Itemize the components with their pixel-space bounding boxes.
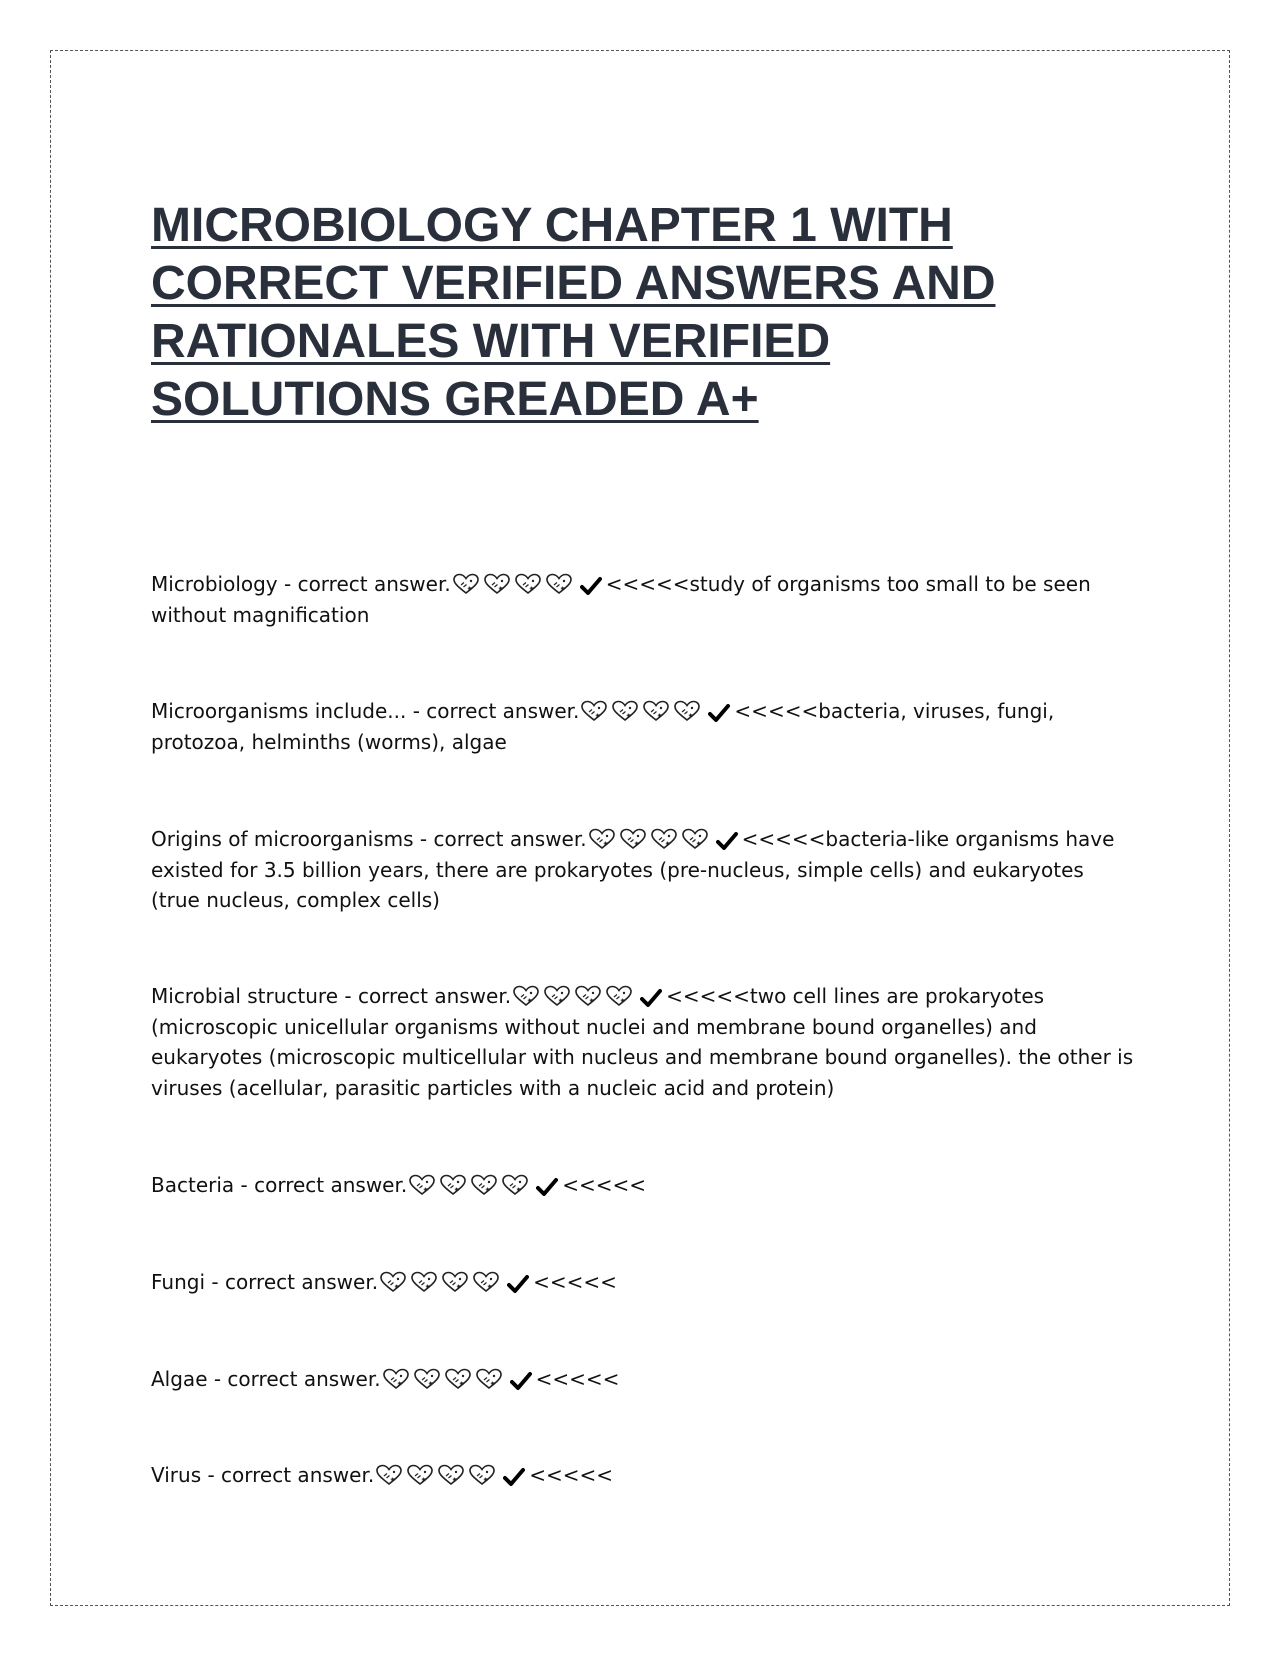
check-icon (536, 1175, 558, 1195)
check-icon (580, 574, 602, 594)
qa-item (151, 824, 1136, 916)
heart-icon (406, 1464, 434, 1486)
qa-answer: <<<<<bacteria, viruses, fungi, protozoa, helminths (worms), algae (151, 699, 1055, 754)
title-line: RATIONALES WITH VERIFIED (151, 315, 831, 368)
heart-icon (501, 1174, 529, 1196)
answer-marker (382, 1368, 532, 1390)
heart-icon (475, 1368, 503, 1390)
heart-icon (588, 828, 616, 850)
answer-marker (588, 828, 738, 850)
title-line: MICROBIOLOGY CHAPTER 1 WITH (151, 199, 953, 252)
heart-icon (483, 573, 511, 595)
heart-icon (543, 985, 571, 1007)
check-icon (507, 1272, 529, 1292)
qa-term: Virus - correct answer. (151, 1463, 375, 1487)
heart-icon (382, 1368, 410, 1390)
qa-term: Microbial structure - correct answer. (151, 984, 512, 1008)
heart-icon (408, 1174, 436, 1196)
check-icon (716, 829, 738, 849)
check-icon (640, 986, 662, 1006)
heart-icon (681, 828, 709, 850)
check-icon (503, 1465, 525, 1485)
qa-answer: <<<<< (533, 1270, 617, 1294)
qa-item (151, 1170, 1136, 1201)
heart-icon (413, 1368, 441, 1390)
qa-answer: <<<<< (535, 1367, 620, 1391)
heart-icon (452, 573, 480, 595)
qa-answer: <<<<< (529, 1463, 613, 1487)
qa-item (151, 696, 1136, 757)
title-line: SOLUTIONS GREADED A+ (151, 373, 759, 426)
qa-term: Microbiology - correct answer. (151, 572, 451, 596)
answer-marker (452, 573, 602, 595)
qa-item (151, 1364, 1136, 1395)
qa-term: Microorganisms include... - correct answer. (151, 699, 580, 723)
qa-item (151, 1267, 1136, 1298)
qa-item (151, 981, 1136, 1103)
qa-term: Bacteria - correct answer. (151, 1173, 408, 1197)
heart-icon (439, 1174, 467, 1196)
check-icon (708, 701, 730, 721)
answer-marker (580, 700, 730, 722)
heart-icon (580, 700, 608, 722)
qa-answer: <<<<<study of organisms too small to be seen without magnification (151, 572, 1091, 627)
answer-marker (408, 1174, 558, 1196)
heart-icon (470, 1174, 498, 1196)
check-icon (510, 1369, 532, 1389)
heart-icon (642, 700, 670, 722)
qa-term: Algae - correct answer. (151, 1367, 381, 1391)
heart-icon (437, 1464, 465, 1486)
heart-icon (545, 573, 573, 595)
heart-icon (512, 985, 540, 1007)
qa-item (151, 569, 1136, 630)
qa-term: Fungi - correct answer. (151, 1270, 379, 1294)
heart-icon (444, 1368, 472, 1390)
heart-icon (472, 1271, 500, 1293)
qa-answer: <<<<<two cell lines are prokaryotes (microscopic unicellular organisms without nuclei and membrane bound organelles) and eukaryotes (microscopic multicellular with nucleus and membrane bound organelles). the other is viruses (acellular, parasitic particles with a nucleic acid and protein) (151, 984, 1134, 1100)
qa-term: Origins of microorganisms - correct answer. (151, 827, 587, 851)
heart-icon (574, 985, 602, 1007)
heart-icon (650, 828, 678, 850)
qa-item (151, 1460, 1136, 1491)
answer-marker (512, 985, 662, 1007)
heart-icon (468, 1464, 496, 1486)
heart-icon (441, 1271, 469, 1293)
heart-icon (379, 1271, 407, 1293)
qa-answer: <<<<< (562, 1173, 647, 1197)
document-title (151, 197, 1111, 429)
answer-marker (375, 1464, 525, 1486)
answer-marker (379, 1271, 529, 1293)
heart-icon (410, 1271, 438, 1293)
title-line: CORRECT VERIFIED ANSWERS AND (151, 257, 996, 310)
heart-icon (605, 985, 633, 1007)
heart-icon (375, 1464, 403, 1486)
qa-answer: <<<<<bacteria-like organisms have existed for 3.5 billion years, there are prokaryotes (pre-nucleus, simple cells) and eukaryotes (true nucleus, complex cells) (151, 827, 1115, 912)
heart-icon (611, 700, 639, 722)
heart-icon (514, 573, 542, 595)
heart-icon (673, 700, 701, 722)
heart-icon (619, 828, 647, 850)
